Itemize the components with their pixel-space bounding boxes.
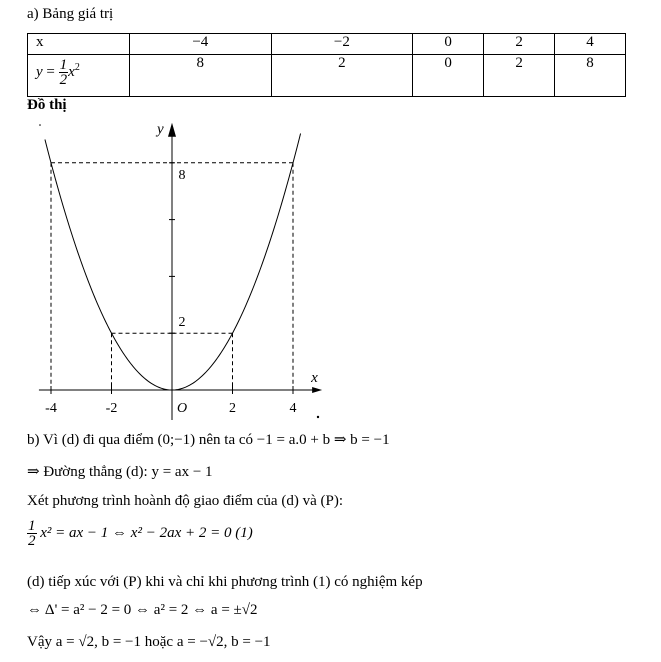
part-b-line-5: (d) tiếp xúc với (P) khi và chỉ khi phương trình (1) có nghiệm kép <box>27 574 423 590</box>
y-tick-label: 2 <box>178 315 186 331</box>
x-tick-label: 4 <box>289 401 297 416</box>
y-tick-label: 8 <box>178 167 186 183</box>
table-cell: −4 <box>130 34 272 55</box>
value-table <box>27 33 626 97</box>
table-cell: 0 <box>413 55 484 97</box>
table-cell: 2 <box>271 55 413 97</box>
fn-exp: 2 <box>74 61 80 73</box>
graph-heading: Đồ thị <box>27 97 67 113</box>
fn-x: x <box>68 63 75 80</box>
table-cell: 4 <box>555 34 626 55</box>
part-b-line-6: ⇔ Δ' = a² − 2 = 0 ⇔ a² = 2 ⇔ a = ±√2 <box>27 602 258 618</box>
parabola-curve <box>45 134 301 390</box>
table-row-y <box>28 55 626 97</box>
table-cell: 8 <box>555 55 626 97</box>
table-cell: 2 <box>484 55 555 97</box>
x-tick-label: -4 <box>45 401 57 416</box>
eq-rest: x² = ax − 1 ⇔ x² − 2ax + 2 = 0 (1) <box>40 525 253 541</box>
stray-dot <box>317 416 319 418</box>
x-axis-arrow-icon <box>312 387 322 393</box>
table-header-function <box>28 55 130 97</box>
x-tick-label: 2 <box>229 401 236 416</box>
y-axis-label: y <box>157 121 164 138</box>
stray-dot-top <box>39 124 41 126</box>
parabola-chart <box>0 115 661 425</box>
x-axis-label: x <box>311 370 318 386</box>
eq-num: 1 <box>28 518 36 534</box>
table-header-x: x <box>28 34 130 55</box>
fn-num: 1 <box>59 57 68 73</box>
fn-eq: = <box>46 63 55 80</box>
fn-den: 2 <box>59 72 68 88</box>
part-b-line-4 <box>27 519 253 548</box>
part-b-line-2: ⇒ Đường thẳng (d): y = ax − 1 <box>27 464 213 480</box>
x-tick-label: -2 <box>105 401 118 416</box>
fn-fraction <box>59 58 69 87</box>
eq-fraction <box>27 519 37 548</box>
part-a-heading: a) Bảng giá trị <box>27 6 114 22</box>
y-axis-arrow-icon <box>168 123 176 137</box>
part-b-line-3: Xét phương trình hoành độ giao điểm của (d) và (P): <box>27 493 343 509</box>
table-cell: −2 <box>271 34 413 55</box>
table-cell: 0 <box>413 34 484 55</box>
eq-den: 2 <box>28 533 36 549</box>
part-b-line-1: b) Vì (d) đi qua điểm (0;−1) nên ta có −1 = a.0 + b ⇒ b = −1 <box>27 432 390 448</box>
fn-y: y <box>36 63 43 80</box>
table-row-x <box>28 34 626 55</box>
part-b-line-7: Vậy a = √2, b = −1 hoặc a = −√2, b = −1 <box>27 634 271 650</box>
table-cell: 2 <box>484 34 555 55</box>
table-cell: 8 <box>130 55 272 97</box>
x-tick-label: O <box>176 401 188 416</box>
